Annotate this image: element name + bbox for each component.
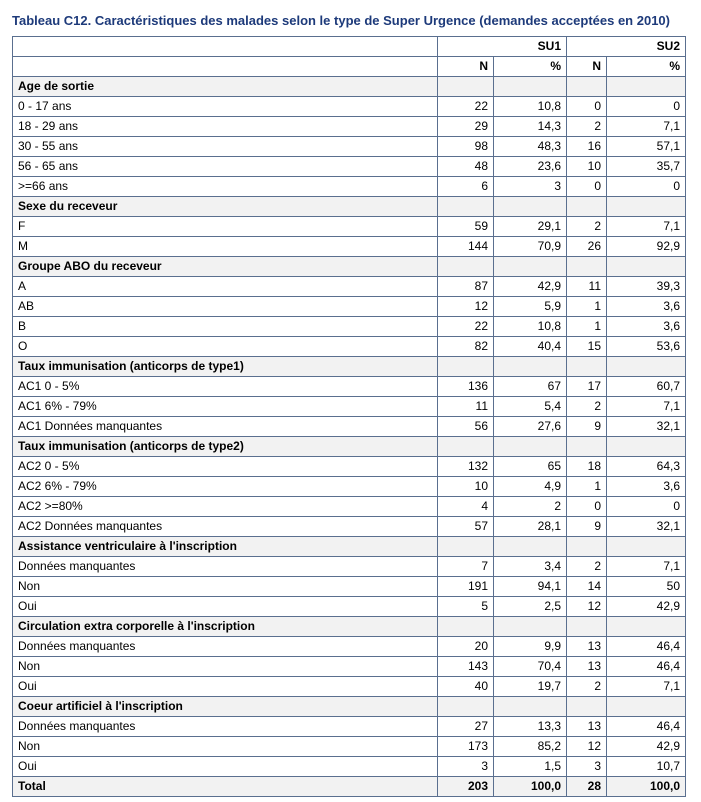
cell-su1-n: 144 — [438, 237, 494, 257]
cell-su2-pct: 32,1 — [607, 417, 686, 437]
cell-su2-pct: 46,4 — [607, 637, 686, 657]
section-empty-cell — [607, 617, 686, 637]
row-label: F — [13, 217, 438, 237]
cell-su2-n: 14 — [567, 577, 607, 597]
cell-su2-pct: 3,6 — [607, 317, 686, 337]
section-empty-cell — [494, 357, 567, 377]
cell-su2-n: 0 — [567, 497, 607, 517]
cell-su2-pct: 53,6 — [607, 337, 686, 357]
section-empty-cell — [607, 437, 686, 457]
section-title: Taux immunisation (anticorps de type1) — [13, 357, 438, 377]
table-row — [13, 597, 686, 617]
row-label: AC1 0 - 5% — [13, 377, 438, 397]
section-empty-cell — [494, 617, 567, 637]
row-label: 56 - 65 ans — [13, 157, 438, 177]
cell-su2-n: 1 — [567, 317, 607, 337]
cell-su2-pct: 7,1 — [607, 397, 686, 417]
section-empty-cell — [438, 257, 494, 277]
cell-su1-n: 59 — [438, 217, 494, 237]
cell-su1-pct: 27,6 — [494, 417, 567, 437]
table-row — [13, 557, 686, 577]
cell-su1-pct: 3,4 — [494, 557, 567, 577]
group-header-row — [13, 37, 686, 57]
table-row — [13, 97, 686, 117]
row-label: Données manquantes — [13, 557, 438, 577]
table-row — [13, 417, 686, 437]
table-row — [13, 297, 686, 317]
row-label: Données manquantes — [13, 717, 438, 737]
group-header-su2: SU2 — [567, 37, 686, 57]
table-row — [13, 757, 686, 777]
section-empty-cell — [567, 257, 607, 277]
cell-su1-pct: 9,9 — [494, 637, 567, 657]
cell-su2-n: 2 — [567, 117, 607, 137]
cell-su2-pct: 10,7 — [607, 757, 686, 777]
section-title: Assistance ventriculaire à l'inscription — [13, 537, 438, 557]
table-row — [13, 317, 686, 337]
cell-su1-n: 5 — [438, 597, 494, 617]
cell-su1-pct: 85,2 — [494, 737, 567, 757]
cell-su2-n: 11 — [567, 277, 607, 297]
table-row — [13, 497, 686, 517]
table-row — [13, 457, 686, 477]
section-empty-cell — [438, 537, 494, 557]
cell-su1-pct: 65 — [494, 457, 567, 477]
cell-su1-pct: 5,9 — [494, 297, 567, 317]
section-title: Groupe ABO du receveur — [13, 257, 438, 277]
section-empty-cell — [494, 437, 567, 457]
cell-su2-pct: 7,1 — [607, 217, 686, 237]
section-empty-cell — [567, 77, 607, 97]
section-title: Taux immunisation (anticorps de type2) — [13, 437, 438, 457]
cell-su2-pct: 32,1 — [607, 517, 686, 537]
cell-su2-n: 13 — [567, 657, 607, 677]
cell-su2-pct: 42,9 — [607, 737, 686, 757]
cell-su1-n: 191 — [438, 577, 494, 597]
row-label: Oui — [13, 757, 438, 777]
row-label: AC2 6% - 79% — [13, 477, 438, 497]
cell-su2-pct: 3,6 — [607, 477, 686, 497]
cell-su2-pct: 46,4 — [607, 657, 686, 677]
cell-su1-pct: 14,3 — [494, 117, 567, 137]
cell-su1-pct: 94,1 — [494, 577, 567, 597]
section-title: Coeur artificiel à l'inscription — [13, 697, 438, 717]
total-row — [13, 777, 686, 797]
table-row — [13, 717, 686, 737]
table-row — [13, 157, 686, 177]
cell-su1-n: 12 — [438, 297, 494, 317]
subheader-row — [13, 57, 686, 77]
cell-su1-n: 22 — [438, 97, 494, 117]
table-row — [13, 737, 686, 757]
cell-su1-n: 87 — [438, 277, 494, 297]
row-label: 30 - 55 ans — [13, 137, 438, 157]
section-title: Age de sortie — [13, 77, 438, 97]
row-label: AC1 6% - 79% — [13, 397, 438, 417]
cell-su2-n: 9 — [567, 517, 607, 537]
cell-su2-pct: 7,1 — [607, 677, 686, 697]
table-row — [13, 277, 686, 297]
cell-su1-pct: 3 — [494, 177, 567, 197]
cell-su1-n: 3 — [438, 757, 494, 777]
cell-su2-pct: 7,1 — [607, 117, 686, 137]
cell-su1-pct: 70,9 — [494, 237, 567, 257]
cell-su1-pct: 2,5 — [494, 597, 567, 617]
cell-su2-n: 1 — [567, 477, 607, 497]
cell-su2-pct: 3,6 — [607, 297, 686, 317]
cell-su1-n: 4 — [438, 497, 494, 517]
cell-su2-pct: 60,7 — [607, 377, 686, 397]
total-su1-pct: 100,0 — [494, 777, 567, 797]
section-row — [13, 77, 686, 97]
cell-su2-pct: 39,3 — [607, 277, 686, 297]
section-empty-cell — [567, 437, 607, 457]
section-empty-cell — [438, 197, 494, 217]
cell-su2-pct: 35,7 — [607, 157, 686, 177]
cell-su2-n: 1 — [567, 297, 607, 317]
table-body — [13, 37, 686, 797]
section-row — [13, 617, 686, 637]
cell-su1-n: 98 — [438, 137, 494, 157]
subheader-su2-n: N — [567, 57, 607, 77]
cell-su1-n: 48 — [438, 157, 494, 177]
subheader-su2-pct: % — [607, 57, 686, 77]
row-label: AB — [13, 297, 438, 317]
section-empty-cell — [607, 537, 686, 557]
section-empty-cell — [567, 617, 607, 637]
cell-su1-pct: 2 — [494, 497, 567, 517]
cell-su2-pct: 0 — [607, 497, 686, 517]
cell-su1-n: 40 — [438, 677, 494, 697]
cell-su1-pct: 10,8 — [494, 317, 567, 337]
row-label: B — [13, 317, 438, 337]
cell-su2-n: 2 — [567, 397, 607, 417]
subheader-su1-n: N — [438, 57, 494, 77]
section-empty-cell — [567, 697, 607, 717]
cell-su1-n: 27 — [438, 717, 494, 737]
cell-su1-pct: 1,5 — [494, 757, 567, 777]
section-row — [13, 257, 686, 277]
section-row — [13, 197, 686, 217]
section-empty-cell — [607, 77, 686, 97]
section-title: Circulation extra corporelle à l'inscription — [13, 617, 438, 637]
section-empty-cell — [438, 77, 494, 97]
row-label: Non — [13, 577, 438, 597]
cell-su1-n: 173 — [438, 737, 494, 757]
table-row — [13, 217, 686, 237]
table-row — [13, 397, 686, 417]
cell-su2-pct: 57,1 — [607, 137, 686, 157]
cell-su2-n: 16 — [567, 137, 607, 157]
section-empty-cell — [438, 697, 494, 717]
cell-su1-pct: 5,4 — [494, 397, 567, 417]
cell-su1-pct: 13,3 — [494, 717, 567, 737]
cell-su2-n: 0 — [567, 177, 607, 197]
cell-su1-pct: 10,8 — [494, 97, 567, 117]
cell-su2-n: 2 — [567, 557, 607, 577]
row-label: 0 - 17 ans — [13, 97, 438, 117]
cell-su1-n: 57 — [438, 517, 494, 537]
row-label: M — [13, 237, 438, 257]
table-row — [13, 377, 686, 397]
cell-su1-pct: 19,7 — [494, 677, 567, 697]
table-row — [13, 577, 686, 597]
cell-su2-n: 26 — [567, 237, 607, 257]
row-label: O — [13, 337, 438, 357]
cell-su2-n: 13 — [567, 637, 607, 657]
cell-su2-n: 13 — [567, 717, 607, 737]
table-row — [13, 137, 686, 157]
cell-su2-n: 12 — [567, 737, 607, 757]
section-empty-cell — [607, 197, 686, 217]
cell-su2-pct: 0 — [607, 177, 686, 197]
row-label: AC2 >=80% — [13, 497, 438, 517]
cell-su2-n: 15 — [567, 337, 607, 357]
total-label: Total — [13, 777, 438, 797]
row-label: Non — [13, 737, 438, 757]
cell-su1-n: 10 — [438, 477, 494, 497]
table-row — [13, 657, 686, 677]
row-label: AC2 0 - 5% — [13, 457, 438, 477]
cell-su1-n: 143 — [438, 657, 494, 677]
table-title: Tableau C12. Caractéristiques des malades selon le type de Super Urgence (demandes acceptées en 2010) — [12, 13, 670, 28]
cell-su1-n: 20 — [438, 637, 494, 657]
table-row — [13, 117, 686, 137]
cell-su2-pct: 92,9 — [607, 237, 686, 257]
row-label: Données manquantes — [13, 637, 438, 657]
section-empty-cell — [567, 357, 607, 377]
cell-su2-n: 2 — [567, 217, 607, 237]
section-empty-cell — [567, 537, 607, 557]
cell-su1-pct: 28,1 — [494, 517, 567, 537]
row-label: Oui — [13, 597, 438, 617]
cell-su1-pct: 29,1 — [494, 217, 567, 237]
cell-su2-pct: 50 — [607, 577, 686, 597]
cell-su2-n: 10 — [567, 157, 607, 177]
section-empty-cell — [494, 257, 567, 277]
cell-su1-n: 56 — [438, 417, 494, 437]
section-row — [13, 697, 686, 717]
total-su1-n: 203 — [438, 777, 494, 797]
cell-su2-n: 18 — [567, 457, 607, 477]
row-label: 18 - 29 ans — [13, 117, 438, 137]
table-row — [13, 637, 686, 657]
table-row — [13, 517, 686, 537]
cell-su1-n: 29 — [438, 117, 494, 137]
cell-su1-pct: 70,4 — [494, 657, 567, 677]
cell-su2-n: 12 — [567, 597, 607, 617]
table-row — [13, 337, 686, 357]
section-row — [13, 537, 686, 557]
row-label: AC2 Données manquantes — [13, 517, 438, 537]
cell-su2-pct: 7,1 — [607, 557, 686, 577]
cell-su1-n: 6 — [438, 177, 494, 197]
data-table — [12, 36, 686, 797]
subheader-su1-pct: % — [494, 57, 567, 77]
cell-su1-pct: 67 — [494, 377, 567, 397]
cell-su2-pct: 42,9 — [607, 597, 686, 617]
cell-su1-n: 132 — [438, 457, 494, 477]
cell-su1-pct: 48,3 — [494, 137, 567, 157]
section-empty-cell — [494, 77, 567, 97]
table-row — [13, 677, 686, 697]
section-empty-cell — [438, 357, 494, 377]
table-row — [13, 177, 686, 197]
cell-su1-n: 11 — [438, 397, 494, 417]
row-label: Oui — [13, 677, 438, 697]
total-su2-n: 28 — [567, 777, 607, 797]
cell-su2-pct: 64,3 — [607, 457, 686, 477]
cell-su1-pct: 42,9 — [494, 277, 567, 297]
cell-su1-pct: 40,4 — [494, 337, 567, 357]
section-empty-cell — [494, 197, 567, 217]
cell-su2-n: 9 — [567, 417, 607, 437]
section-empty-cell — [438, 617, 494, 637]
cell-su2-n: 3 — [567, 757, 607, 777]
cell-su2-n: 0 — [567, 97, 607, 117]
section-title: Sexe du receveur — [13, 197, 438, 217]
cell-su1-n: 7 — [438, 557, 494, 577]
cell-su2-n: 17 — [567, 377, 607, 397]
row-label: AC1 Données manquantes — [13, 417, 438, 437]
total-su2-pct: 100,0 — [607, 777, 686, 797]
corner-cell — [13, 57, 438, 77]
cell-su2-pct: 0 — [607, 97, 686, 117]
section-empty-cell — [607, 697, 686, 717]
cell-su2-n: 2 — [567, 677, 607, 697]
cell-su1-n: 136 — [438, 377, 494, 397]
section-empty-cell — [607, 357, 686, 377]
section-empty-cell — [494, 697, 567, 717]
cell-su1-pct: 4,9 — [494, 477, 567, 497]
cell-su1-n: 22 — [438, 317, 494, 337]
cell-su1-n: 82 — [438, 337, 494, 357]
table-row — [13, 237, 686, 257]
row-label: A — [13, 277, 438, 297]
row-label: Non — [13, 657, 438, 677]
section-empty-cell — [607, 257, 686, 277]
section-empty-cell — [494, 537, 567, 557]
row-label: >=66 ans — [13, 177, 438, 197]
section-row — [13, 357, 686, 377]
section-empty-cell — [567, 197, 607, 217]
group-header-su1: SU1 — [438, 37, 567, 57]
section-row — [13, 437, 686, 457]
corner-cell — [13, 37, 438, 57]
section-empty-cell — [438, 437, 494, 457]
cell-su1-pct: 23,6 — [494, 157, 567, 177]
cell-su2-pct: 46,4 — [607, 717, 686, 737]
table-row — [13, 477, 686, 497]
